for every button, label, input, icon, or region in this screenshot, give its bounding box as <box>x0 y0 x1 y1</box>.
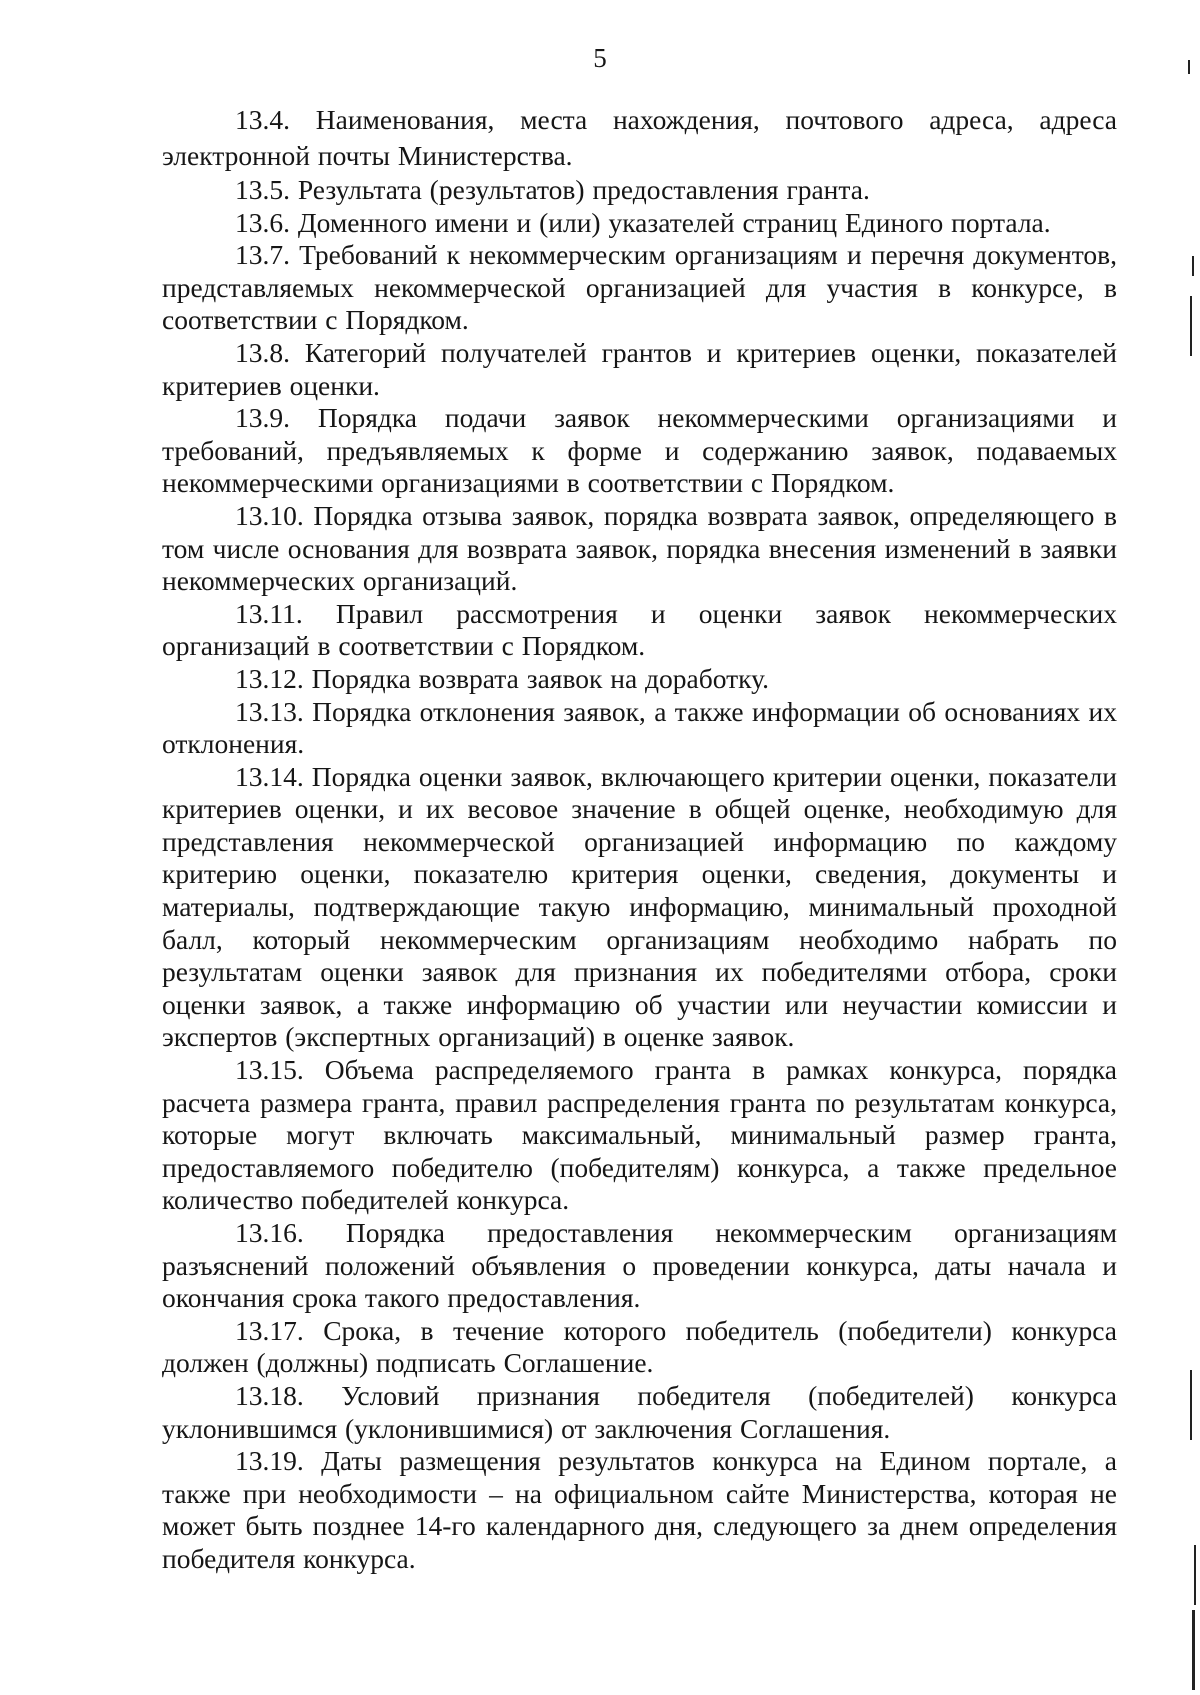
paragraph-13-12: 13.12. Порядка возврата заявок на доработку. <box>235 662 769 694</box>
scan-edge-mark <box>1192 1610 1195 1690</box>
scan-edge-mark <box>1194 1545 1196 1605</box>
paragraph-13-11: 13.11. Правил рассмотрения и оценки заявок некоммерческих организаций в соответствии с Порядком. <box>162 597 1117 662</box>
paragraph-13-6: 13.6. Доменного имени и (или) указателей страниц Единого портала. <box>235 206 1051 238</box>
scan-edge-mark <box>1190 296 1192 356</box>
scan-edge-mark <box>1190 1370 1192 1440</box>
scan-edge-mark <box>1188 60 1190 74</box>
paragraph-13-10: 13.10. Порядка отзыва заявок, порядка возврата заявок, определяющего в том числе основания для возврата заявок, порядка внесения изменений в заявки некоммерческих организаций. <box>162 499 1117 597</box>
paragraph-13-5: 13.5. Результата (результатов) предоставления гранта. <box>235 174 870 205</box>
document-body <box>162 102 1117 1576</box>
page-number: 5 <box>593 43 607 73</box>
paragraph-13-14: 13.14. Порядка оценки заявок, включающего критерии оценки, показатели критериев оценки, и их весовое значение в общей оценке, необходимую для представления некоммерческой организацией информацию по каждому критерию оценки, показателю критерия оценки, сведения, документы и материалы, подтверждающие такую информацию, минимальный проходной балл, который некоммерческим организациям необходимо набрать по результатам оценки заявок для признания их победителями отбора, сроки оценки заявок, а также информацию об участии или неучастии комиссии и экспертов (экспертных организаций) в оценке заявок. <box>162 760 1117 1053</box>
paragraph-13-7: 13.7. Требований к некоммерческим организациям и перечня документов, представляемых некоммерческой организацией для участия в конкурсе, в соответствии с Порядком. <box>162 239 1117 336</box>
paragraph-13-4: 13.4. Наименования, места нахождения, почтового адреса, адреса электронной почты Министерства. <box>162 104 1117 171</box>
paragraph-13-13: 13.13. Порядка отклонения заявок, а также информации об основаниях их отклонения. <box>162 695 1117 760</box>
paragraph-13-18: 13.18. Условий признания победителя (победителей) конкурса уклонившимся (уклонившимися) от заключения Соглашения. <box>162 1379 1117 1444</box>
paragraph-13-16: 13.16. Порядка предоставления некоммерческим организациям разъяснений положений объявления о проведении конкурса, даты начала и окончания срока такого предоставления. <box>162 1217 1117 1314</box>
paragraph-13-17: 13.17. Срока, в течение которого победитель (победители) конкурса должен (должны) подписать Соглашение. <box>162 1314 1117 1379</box>
paragraph-13-19: 13.19. Даты размещения результатов конкурса на Едином портале, а также при необходимости – на официальном сайте Министерства, которая не может быть позднее 14-го календарного дня, следующего за днем определения победителя конкурса. <box>162 1445 1117 1574</box>
paragraph-13-15: 13.15. Объема распределяемого гранта в рамках конкурса, порядка расчета размера гранта, правил распределения гранта по результатам конкурса, которые могут включать максимальный, минимальный размер гранта, предоставляемого победителю (победителям) конкурса, а также предельное количество победителей конкурса. <box>162 1054 1117 1216</box>
paragraph-13-9: 13.9. Порядка подачи заявок некоммерческими организациями и требований, предъявляемых к форме и содержанию заявок, подаваемых некоммерческими организациями в соответствии с Порядком. <box>162 402 1117 499</box>
paragraph-13-8: 13.8. Категорий получателей грантов и критериев оценки, показателей критериев оценки. <box>162 336 1117 401</box>
scan-edge-mark <box>1192 256 1194 276</box>
